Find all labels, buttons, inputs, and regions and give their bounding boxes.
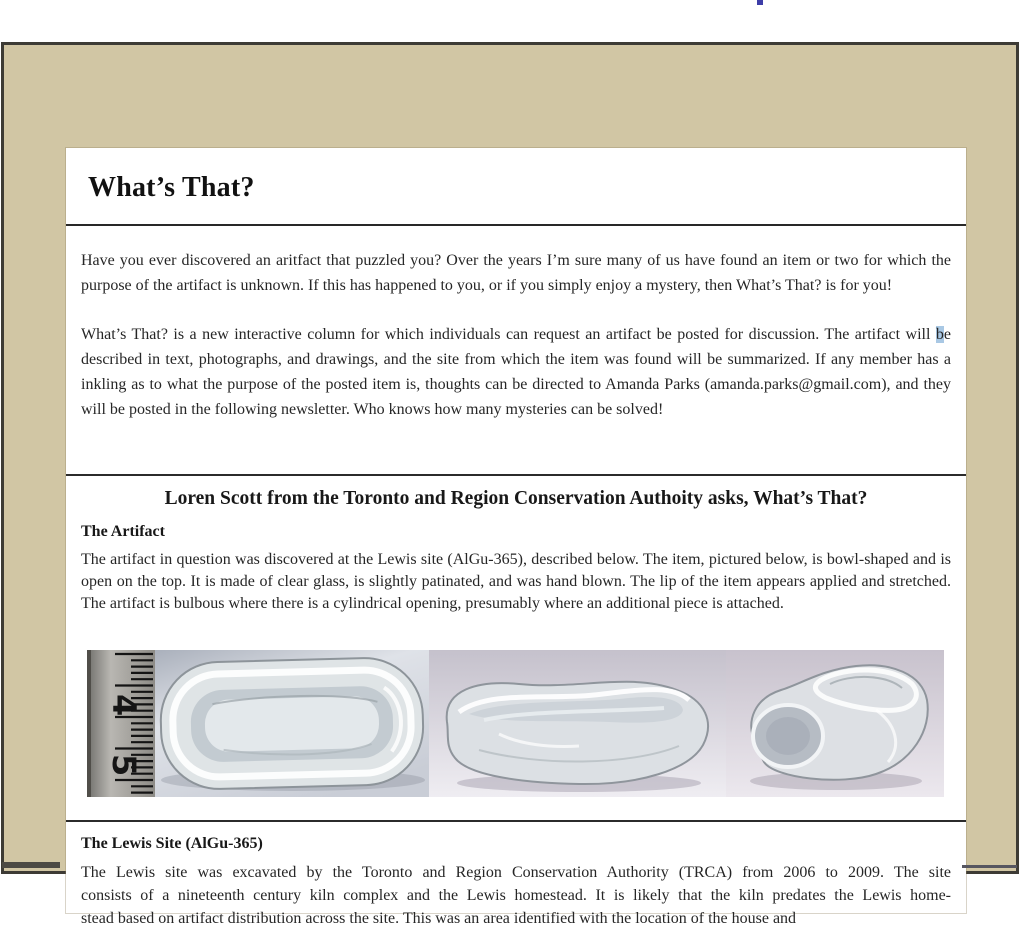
page-title: What’s That? — [88, 172, 255, 203]
document-viewer-background — [1, 42, 1019, 927]
ruler-label-5: 5 — [105, 754, 143, 777]
question-section — [81, 478, 951, 615]
title-block — [66, 148, 966, 226]
intro-paragraph-2 — [81, 322, 951, 422]
ruler-label-4: 4 — [105, 694, 143, 717]
artifact-description: The artifact in question was discovered at the Lewis site (AlGu-365), described below. The item, pictured below, is bowl-shaped and is open on the top. It is made of clear glass, is slightly patinated, and was hand blown. The lip of the item appears applied and stretched. The artifact is bulbous where there is a cylindrical opening, presumably where an additional piece is attached. — [81, 551, 951, 612]
search-highlight: b — [935, 326, 944, 343]
lewis-site-heading: The Lewis Site (AlGu-365) — [81, 835, 263, 852]
lewis-site-line-1: The Lewis site was excavated by the Toronto and Region Conservation Authority (TRCA) from 2006 to 2009. The site — [81, 864, 951, 881]
intro-paragraph-2-start: What’s That? is a new interactive column for which individuals can request an artifact be posted for discussion. The artifact will — [81, 326, 936, 343]
intro-paragraph-1: Have you ever discovered an aritfact that puzzled you? Over the years I’m sure many of us have found an item or two for which the purpose of the artifact is unknown. If this has happened to you, or if you simply enjoy a mystery, then What’s That? is for you! — [81, 252, 951, 294]
ruler-graphic — [87, 650, 155, 797]
newsletter-page — [66, 148, 966, 927]
clipped-bottom-line — [962, 865, 1017, 868]
intro-section — [81, 228, 951, 422]
clipped-text-line: stead based on artifact distribution across the site. This was an area identified with the location of the house and — [81, 910, 797, 927]
lewis-site-section — [81, 822, 951, 930]
artifact-photo-top-view — [87, 650, 429, 797]
artifact-photo-side-view — [429, 650, 726, 797]
lewis-site-line-2: consists of a nineteenth century kiln complex and the Lewis homestead. It is likely that the kiln predates the Lewis home- — [81, 887, 951, 904]
clipped-ui-fragment — [757, 0, 763, 5]
intro-paragraph-2-end: e described in text, photographs, and drawings, and the site from which the item was found will be summarized. If any member has a inkling as to what the purpose of the posted item is, thoughts can be directed to Amanda Parks (amanda.parks@gmail.com), and they will be posted in the following newsletter. Who knows how many mysteries can be solved! — [81, 326, 951, 418]
artifact-photo-angled-view — [726, 650, 944, 797]
question-heading: Loren Scott from the Toronto and Region Conservation Authoity asks, What’s That? — [164, 488, 868, 509]
artifact-heading: The Artifact — [81, 523, 165, 540]
artifact-photo-montage — [87, 650, 944, 797]
section-divider — [66, 474, 966, 476]
clipped-bottom-fragment — [2, 862, 60, 868]
glass-artifact-top-view — [159, 657, 425, 791]
glass-artifact-side-view — [447, 682, 708, 784]
